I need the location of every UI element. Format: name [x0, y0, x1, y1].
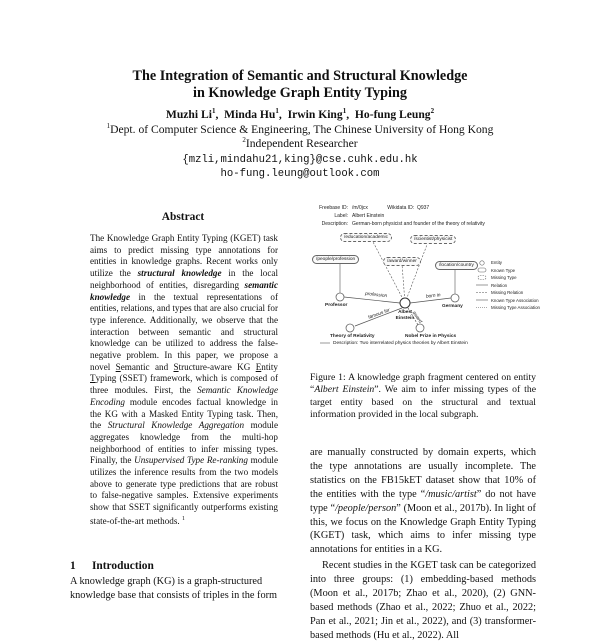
right-column-body — [310, 446, 536, 643]
abstract-text: yping (SSET) framework, which is composed of three modules. First, the — [90, 373, 278, 396]
freebase-value: /m/0jcx — [352, 205, 368, 211]
section-heading — [70, 560, 154, 572]
entity-node — [346, 324, 354, 332]
abstract-underline: T — [90, 373, 96, 384]
abstract-heading: Abstract — [161, 211, 205, 223]
email-line-2: ho-fung.leung@outlook.com — [220, 168, 380, 180]
intro-paragraph — [70, 575, 296, 603]
caption-text: ”. We aim to infer missing types of the target entity based on the structural and textual information provided in the local subgraph. — [310, 384, 537, 420]
abstract-body — [90, 233, 278, 528]
wikidata-key: Wikidata ID: — [387, 205, 415, 211]
legend-item: Missing Relation — [491, 290, 524, 295]
type-path: /people/person — [335, 502, 397, 514]
legend-item: Known Type — [491, 267, 516, 273]
paper-title-line-1: The Integration of Semantic and Structural Knowledge — [132, 68, 468, 84]
paragraph-text: are manually constructed by domain experts, which the type annotations are usually incomplete. The statistics on the FB15kET dataset show that 10% of the entities with the type “ — [310, 447, 536, 500]
affiliation-sup: 1 — [106, 122, 111, 131]
entity-label-professor: Professor — [325, 303, 348, 308]
intro-line: knowledge base that consists of triples in the form — [70, 590, 278, 601]
author-sup: 1 — [211, 107, 216, 116]
affiliation-sup: 2 — [242, 136, 246, 145]
abstract-text: module encodes factual knowledge in the KG with a Masked Entity Typing task. Then, the — [90, 396, 278, 431]
abstract-text: module utilizes the inference results from the two models above to generate type predictions that are robust to false-negative samples. Extensive experiments show that SSET significantly outperforms existing state-of-the-art methods. — [90, 455, 279, 526]
abstract-underline: E — [255, 361, 262, 372]
author-name: Ho-fung Leung — [354, 108, 431, 121]
author-name: Muzhi Li — [165, 108, 212, 121]
type-path: /music/artist — [425, 488, 477, 500]
freebase-key: Freebase ID: — [319, 205, 348, 211]
entity-node — [336, 293, 344, 301]
type-node-award: /award/winner — [383, 257, 421, 266]
abstract-text: emantic and — [120, 361, 174, 372]
abstract-text: in the textual representations of entities, relations, and types that are also crucial for type inference. Additionally, we observe that the interaction between semantic and structural knowledge can be utilized to address the false-negative problem. In this paper, we propose a novel — [90, 291, 279, 372]
abstract-underline: S — [173, 361, 179, 372]
legend-item: Missing Type Association — [491, 305, 540, 310]
paragraph-text: ” do not have type “ — [310, 488, 537, 514]
relation-label-famous-for: famous for — [367, 308, 391, 321]
author-list: Muzhi Li$^1$, Minda Hu$^1$, Irwin King$^1$, Ho-fung Leung$^2$ — [165, 107, 435, 121]
author-sup: 1 — [342, 107, 347, 116]
figure-1 — [310, 200, 540, 360]
legend-item: Relation — [491, 282, 508, 288]
abstract-italic: Semantic Knowledge Encoding — [90, 385, 278, 407]
affiliation-text: Dept. of Computer Science & Engineering, The Chinese University of Hong Kong — [110, 123, 494, 136]
legend-item: Entity — [491, 260, 502, 265]
entity-label-theory: Theory of Relativity — [330, 334, 375, 339]
abstract-text: in the local neighborhood of entities, disregarding — [90, 268, 279, 290]
abstract-text: module aggregates knowledge from the multi-hop neighborhood of entities to infer missing types. Finally, the — [90, 420, 278, 466]
type-node-scientist: /scientist/physicist — [410, 235, 456, 244]
caption-text: Figure 1: A knowledge graph fragment centered on entity “ — [310, 372, 536, 396]
abstract-underline: S — [115, 361, 121, 372]
abstract-italic: Structural Knowledge Aggregation — [107, 420, 245, 431]
legend-known-type-glyph — [478, 268, 486, 272]
figure-legend — [491, 260, 540, 313]
caption-entity: Albert Einstein — [314, 384, 375, 396]
label-key: Label: — [334, 213, 348, 219]
legend-entity-glyph — [480, 261, 484, 265]
author-name: Minda Hu — [224, 108, 276, 121]
edge-relation — [344, 297, 400, 303]
affiliation-2 — [0, 137, 600, 151]
figure-caption — [310, 372, 536, 421]
wikidata-value: Q937 — [416, 205, 430, 211]
type-node-country: /location/country — [435, 261, 478, 270]
intro-line: A knowledge graph (KG) is a graph-structured — [70, 576, 263, 587]
desc-value: German-born physicist and founder of the theory of relativity — [352, 221, 485, 227]
legend-missing-type-glyph — [478, 276, 486, 280]
entity-node — [400, 298, 410, 308]
label-value: Albert Einstein — [352, 213, 385, 219]
figure-description-note: Description: Two interrelated physics theories by Albert Einstein — [333, 341, 468, 346]
footnote-mark[interactable]: 1 — [181, 515, 185, 522]
section-number: 1 — [70, 560, 76, 572]
author-name: Irwin King — [287, 108, 343, 121]
affiliation-text: Independent Researcher — [245, 137, 358, 150]
abstract-text: tructure-aware KG — [178, 361, 256, 372]
paragraph: Recent studies in the KGET task can be categorized into three groups: (1) embedding-based methods (Moon et al., 2017b; Zhao et al., 2020), (2) GNN-based methods (Zhao et al., 2022; Zhuo et al., 2022; Pan et al., 2021; Jin et al., 2022), and (3) transformer-based methods (Hu et al., 2022). All — [310, 560, 536, 641]
section-title: Introduction — [92, 560, 154, 572]
legend-item: Missing Type — [491, 275, 517, 280]
entity-label-albert: Albert Einstein — [395, 310, 415, 321]
affiliation-1 — [0, 123, 600, 137]
author-sup: 1 — [275, 107, 279, 116]
desc-key: Description: — [321, 221, 348, 227]
paper-title-line-2: in Knowledge Graph Entity Typing — [193, 85, 407, 101]
edge-missing-type — [405, 242, 428, 303]
paragraph-text: ” (Moon et al., 2017b). In light of this, we focus on the Knowledge Graph Entity Typing (KGET) task, which aims to infer missing type annotations for entities in a KG. — [310, 502, 536, 556]
author-sup: 2 — [430, 107, 435, 116]
abstract-text: ntity — [261, 361, 278, 372]
abstract-emph: semantic knowledge — [90, 279, 278, 302]
type-node-education: /education/academic — [340, 233, 392, 242]
relation-label-award: award — [410, 310, 423, 325]
type-node-people: /people/profession — [312, 255, 359, 264]
abstract-emph: structural knowledge — [137, 268, 222, 279]
entity-label-germany: Germany — [442, 304, 463, 309]
legend-item: Known Type Association — [491, 297, 539, 303]
entity-node — [451, 294, 459, 302]
relation-label-profession: profession — [364, 291, 388, 300]
paragraph — [310, 446, 536, 557]
entity-label-nobel: Nobel Prize in Physics — [405, 334, 457, 339]
abstract-text: The Knowledge Graph Entity Typing (KGET) task aims to predict missing type annotations for entities in knowledge graphs. Recent works only utilize the — [90, 233, 278, 279]
edge-missing-type — [402, 264, 405, 303]
entity-node — [416, 324, 424, 332]
email-line-1: {mzli,mindahu21,king}@cse.cuhk.edu.hk — [182, 154, 418, 166]
relation-label-born-in: born in — [425, 293, 441, 300]
abstract-italic: Unsupervised Type Re-ranking — [134, 455, 248, 466]
